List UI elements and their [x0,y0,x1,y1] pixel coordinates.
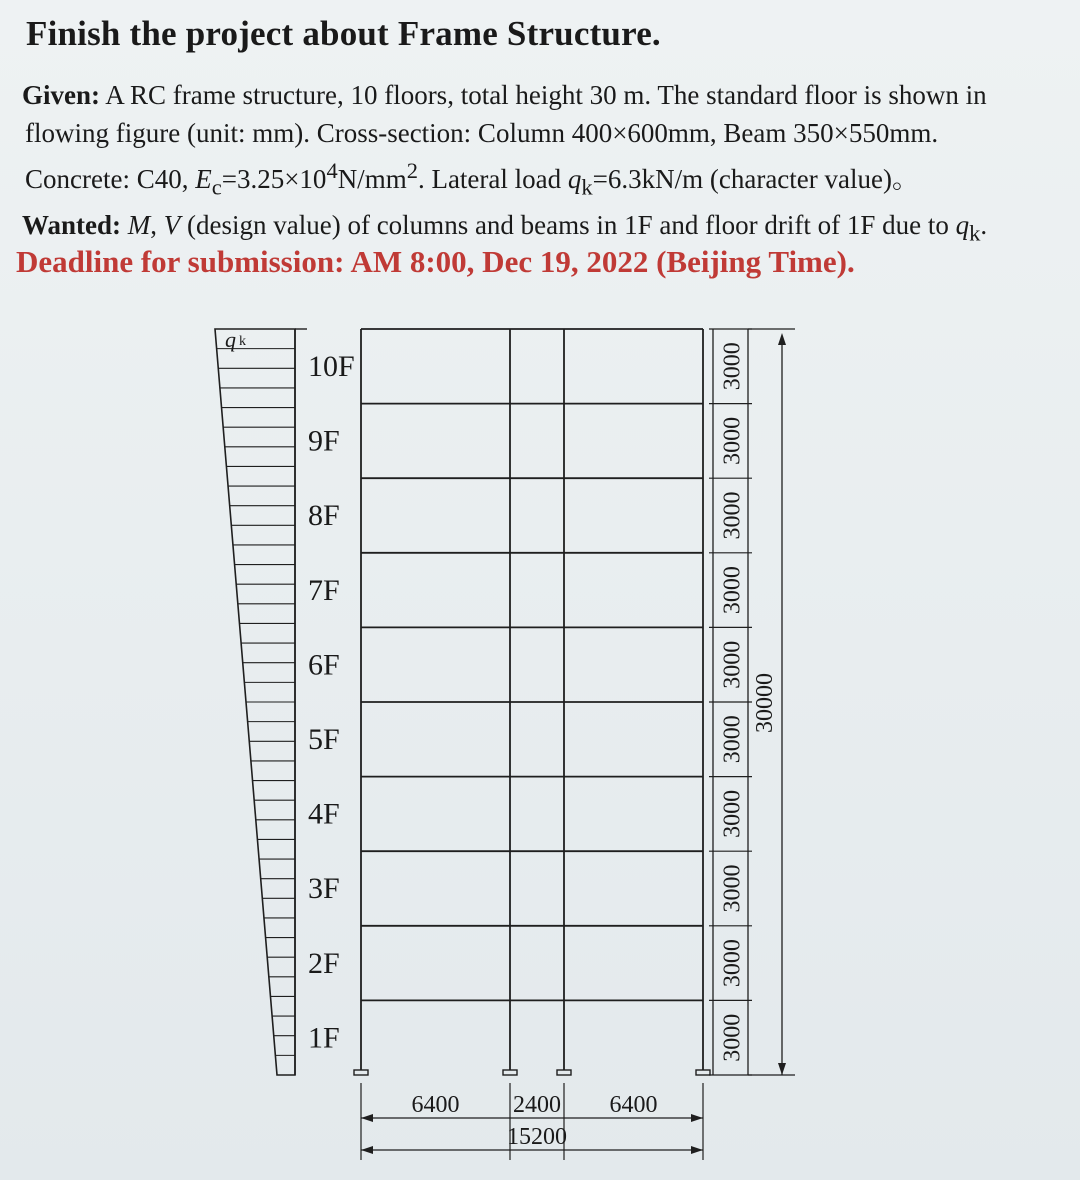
support-mark [503,1070,517,1075]
wanted-load-symbol: q [955,210,970,241]
page-title: Finish the project about Frame Structure. [26,14,661,53]
floor-label: 1F [308,1021,340,1055]
floor-label: 8F [308,499,340,533]
support-mark [696,1070,710,1075]
floor-label: 9F [308,424,340,458]
modulus-symbol: E [195,164,212,194]
total-width-label: 15200 [507,1124,567,1150]
floor-label: 6F [308,648,340,682]
given-line-2: flowing figure (unit: mm). Cross-section: Column 400×600mm, Beam 350×550mm. [25,118,939,148]
moment-symbol: M [127,210,151,241]
total-height-arrow-top [778,333,786,345]
modulus-subscript: c [211,174,222,200]
modulus-exponent: 4 [326,158,338,183]
width-arrow-right [691,1146,703,1154]
shear-symbol: V [163,210,181,241]
storey-height-label: 3000 [719,416,746,465]
floor-label: 4F [308,797,340,831]
floor-label: 5F [308,723,340,757]
storey-height-label: 3000 [719,789,746,838]
support-mark [354,1070,368,1075]
total-height-label: 30000 [752,673,778,733]
storey-height-label: 3000 [719,640,746,689]
bay-width-label: 2400 [513,1092,561,1118]
given-text-1: A RC frame structure, 10 floors, total height 30 m. The standard floor is shown in [100,80,987,110]
bay-width-label: 6400 [411,1092,460,1118]
total-height-arrow-bottom [778,1063,786,1075]
wanted-sep: , [150,210,164,241]
load-subscript: k [581,174,593,200]
load-value: =6.3kN/m (character value)。 [592,164,919,194]
support-mark [557,1070,571,1075]
wanted-text: (design value) of columns and beams in 1F and floor drift of 1F due to [180,210,956,241]
storey-height-label: 3000 [719,939,746,988]
deadline-notice: Deadline for submission: AM 8:00, Dec 19, 2022 (Beijing Time). [16,244,855,279]
bay-width-label: 6400 [609,1092,658,1118]
floor-label: 3F [308,872,340,906]
modulus-value: =3.25×10 [221,164,327,194]
storey-height-label: 3000 [719,864,746,913]
bay-arrow-left [361,1114,373,1122]
concrete-text: Concrete: C40, [25,164,196,194]
modulus-unit: N/mm [337,164,407,194]
unit-exponent: 2 [406,158,418,183]
floor-label: 2F [308,946,340,980]
given-label: Given: [22,80,100,110]
storey-height-label: 3000 [719,715,746,764]
load-label-subscript: k [239,334,246,349]
floor-label: 10F [308,350,355,384]
storey-height-label: 3000 [719,566,746,615]
bay-arrow-right [691,1114,703,1122]
lateral-load-text: . Lateral load [417,164,568,194]
floor-label: 7F [308,573,340,607]
width-arrow-left [361,1146,373,1154]
load-symbol: q [567,164,582,194]
storey-height-label: 3000 [719,491,746,540]
load-label: q [225,327,236,352]
storey-height-label: 3000 [719,1013,746,1062]
wanted-load-subscript: k [969,220,981,246]
wanted-end: . [980,210,988,241]
storey-height-label: 3000 [719,342,746,391]
wanted-label: Wanted: [22,210,122,241]
